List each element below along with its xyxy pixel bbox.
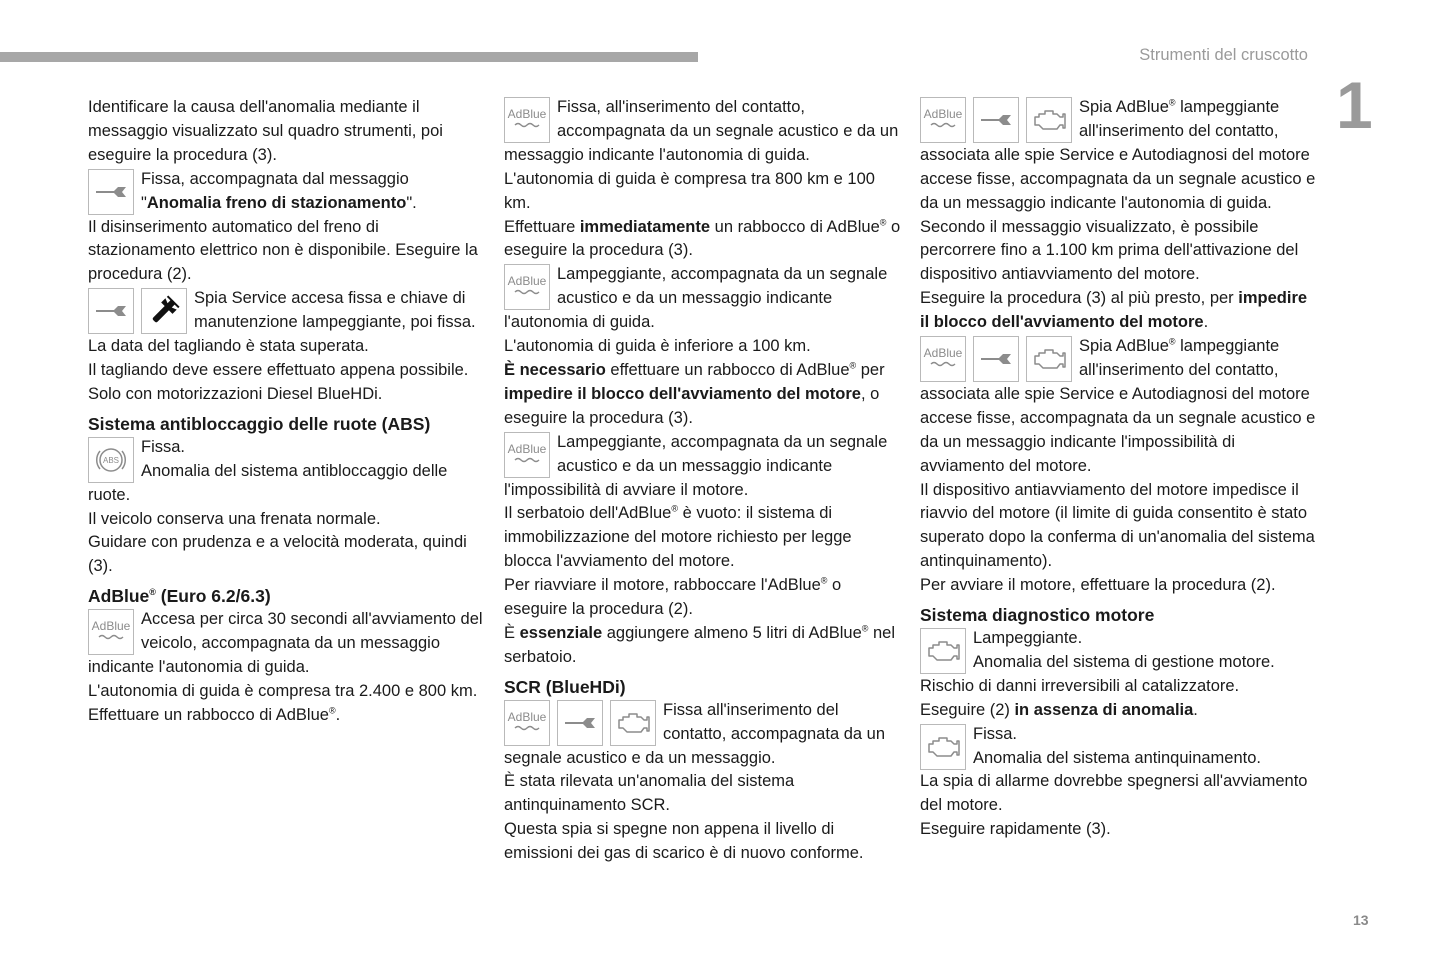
adblue-empty-block xyxy=(504,431,902,503)
column-3 xyxy=(920,96,1318,842)
parking-brake-details: Il disinserimento automatico del freno di stazionamento elettrico non è disponibile. Eseguire la procedura (2). xyxy=(88,217,478,284)
column-2 xyxy=(504,96,902,866)
adblue-service-action-2: Per avviare il motore, effettuare la procedura (2). xyxy=(920,576,1276,595)
adblue-service-block-2 xyxy=(920,335,1318,478)
wrench-icon xyxy=(973,336,1019,382)
diagnostic-heading: Sistema diagnostico motore xyxy=(920,605,1155,626)
abs-line-2: Anomalia del sistema antibloccaggio delle ruote. xyxy=(88,461,448,504)
adblue-line-2: L'autonomia di guida è compresa tra 2.400 e 800 km. xyxy=(88,681,478,700)
scr-line-3: Questa spia si spegne non appena il livello di emissioni dei gas di scarico è di nuovo conforme. xyxy=(504,820,864,863)
adblue-line-1: Accesa per circa 30 secondi all'avviamento del veicolo, accompagnata da un messaggio indicante l'autonomia di guida. xyxy=(88,610,483,677)
diagnostic-fixed-2: Anomalia del sistema antinquinamento. xyxy=(973,748,1262,767)
service-detail-2: Il tagliando deve essere effettuato appena possibile. xyxy=(88,360,469,379)
header-bar xyxy=(0,52,698,62)
parking-brake-message: Anomalia freno di stazionamento xyxy=(146,193,407,212)
adblue-service-action-1: Eseguire la procedura (3) al più presto, per impedire il blocco dell'avviamento del motore. xyxy=(920,289,1308,332)
diagnostic-fixed-3: La spia di allarme dovrebbe spegnersi all'avviamento del motore. xyxy=(920,772,1308,815)
engine-icon xyxy=(920,628,966,674)
adblue-flashing-block xyxy=(504,263,902,335)
wrench-icon xyxy=(88,169,134,215)
abs-icon xyxy=(88,437,134,483)
adblue-service-text-1: Spia AdBlue® lampeggiante all'inserimento del contatto, associata alle spie Service e Autodiagnosi del motore accese fisse, accompagnata da un segnale acustico e da un messaggio indicante l'autonomia di guida. xyxy=(920,97,1316,212)
parking-brake-block: Fissa, accompagnata dal messaggio "Anomalia freno di stazionamento". xyxy=(88,168,486,216)
svg-text:AdBlue: AdBlue xyxy=(91,619,131,634)
engine-icon xyxy=(1026,97,1072,143)
adblue-icon xyxy=(504,264,550,310)
diagnostic-flashing-block xyxy=(920,627,1318,675)
diagnostic-flashing-1: Lampeggiante. xyxy=(973,629,1083,648)
abs-line-1: Fissa. xyxy=(141,437,186,456)
svg-text:ABS: ABS xyxy=(102,455,120,465)
adblue-block xyxy=(88,608,486,680)
adblue-fixed-action: Effettuare immediatamente un rabbocco di AdBlue® o eseguire la procedura (3). xyxy=(504,217,901,260)
adblue-empty-detail-2: Per riavviare il motore, rabboccare l'AdBlue® o eseguire la procedura (2). xyxy=(504,575,842,619)
svg-text:AdBlue: AdBlue xyxy=(507,107,547,121)
diagnostic-fixed-1: Fissa. xyxy=(973,724,1018,743)
diagnostic-flashing-3: Rischio di danni irreversibili al catalizzatore. xyxy=(920,676,1240,695)
wrench-icon xyxy=(973,97,1019,143)
diagnostic-fixed-block xyxy=(920,723,1318,771)
service-block xyxy=(88,287,486,335)
diagnostic-flashing-4: Eseguire (2) in assenza di anomalia. xyxy=(920,700,1198,719)
adblue-empty-detail-3: È essenziale aggiungere almeno 5 litri di AdBlue® nel serbatoio. xyxy=(504,623,895,666)
adblue-icon xyxy=(504,432,550,478)
adblue-flashing-text: Lampeggiante, accompagnata da un segnale acustico e da un messaggio indicante l'autonomia di guida. xyxy=(504,265,888,332)
adblue-flashing-action: È necessario effettuare un rabbocco di AdBlue® per impedire il blocco dell'avviamento del motore, o eseguire la procedura (3). xyxy=(504,360,885,427)
adblue-icon xyxy=(504,700,550,746)
adblue-icon xyxy=(920,97,966,143)
diagnostic-flashing-2: Anomalia del sistema di gestione motore. xyxy=(973,652,1275,671)
chapter-number: 1 xyxy=(1336,68,1373,142)
engine-icon xyxy=(1026,336,1072,382)
diagnostic-fixed-4: Eseguire rapidamente (3). xyxy=(920,820,1111,839)
service-text: Spia Service accesa fissa e chiave di manutenzione lampeggiante, poi fissa. xyxy=(194,289,476,332)
page-number: 13 xyxy=(1353,912,1369,928)
adblue-heading: AdBlue® (Euro 6.2/6.3) xyxy=(88,586,271,607)
abs-line-4: Guidare con prudenza e a velocità moderata, quindi (3). xyxy=(88,533,467,576)
engine-icon xyxy=(920,724,966,770)
scr-heading: SCR (BlueHDi) xyxy=(504,676,626,697)
svg-text:AdBlue: AdBlue xyxy=(923,346,963,361)
svg-text:AdBlue: AdBlue xyxy=(923,107,963,121)
adblue-fixed-range: L'autonomia di guida è compresa tra 800 km e 100 km. xyxy=(504,169,875,212)
column-1 xyxy=(88,96,486,728)
svg-text:AdBlue: AdBlue xyxy=(507,274,547,289)
wrench-icon xyxy=(557,700,603,746)
adblue-flashing-range: L'autonomia di guida è inferiore a 100 km. xyxy=(504,337,811,356)
adblue-service-block-1 xyxy=(920,96,1318,216)
parking-brake-text: Fissa, accompagnata dal messaggio " xyxy=(141,169,409,212)
adblue-icon xyxy=(920,336,966,382)
scr-line-2: È stata rilevata un'anomalia del sistema antinquinamento SCR. xyxy=(504,772,795,815)
adblue-fixed-text: Fissa, all'inserimento del contatto, accompagnata da un segnale acustico e da un messaggio indicante l'autonomia di guida. xyxy=(504,98,899,164)
scr-line-1: Fissa all'inserimento del contatto, accompagnata da un segnale acustico e da un messaggio. xyxy=(504,700,885,767)
abs-block xyxy=(88,436,486,508)
wrench-solid-icon xyxy=(141,288,187,334)
section-title: Strumenti del cruscotto xyxy=(1139,46,1308,64)
service-detail-3: Solo con motorizzazioni Diesel BlueHDi. xyxy=(88,384,383,403)
abs-heading: Sistema antibloccaggio delle ruote (ABS) xyxy=(88,413,431,434)
adblue-service-text-2: Spia AdBlue® lampeggiante all'inserimento del contatto, associata alle spie Service e Autodiagnosi del motore accese fisse, accompagnata da un segnale acustico e da un messaggio indicante l'impossibilità di avviamento del motore. xyxy=(920,336,1316,475)
adblue-icon xyxy=(88,609,134,655)
adblue-empty-text: Lampeggiante, accompagnata da un segnale acustico e da un messaggio indicante l'impossibilità di avviare il motore. xyxy=(504,432,888,499)
adblue-service-detail-1: Secondo il messaggio visualizzato, è possibile percorrere fino a 1.100 km prima dell'attivazione del dispositivo antiavviamento del motore. xyxy=(920,217,1299,284)
engine-icon xyxy=(610,700,656,746)
service-detail-1: La data del tagliando è stata superata. xyxy=(88,337,369,356)
adblue-service-detail-2: Il dispositivo antiavviamento del motore impedisce il riavvio del motore (il limite di guida consentito è stato superato dopo la conferma di un'anomalia del sistema antinquinamento). xyxy=(920,480,1315,571)
adblue-fixed-block xyxy=(504,96,902,168)
adblue-empty-detail-1: Il serbatoio dell'AdBlue® è vuoto: il sistema di immobilizzazione del motore richiesto per legge blocca l'avviamento del motore. xyxy=(504,503,852,571)
scr-block xyxy=(504,699,902,771)
svg-text:AdBlue: AdBlue xyxy=(507,441,547,456)
svg-text:AdBlue: AdBlue xyxy=(507,709,547,724)
intro-text: Identificare la causa dell'anomalia mediante il messaggio visualizzato sul quadro strumenti, poi eseguire la procedura (3). xyxy=(88,98,443,164)
wrench-icon xyxy=(88,288,134,334)
abs-line-3: Il veicolo conserva una frenata normale. xyxy=(88,509,381,528)
adblue-icon xyxy=(504,97,550,143)
adblue-line-3: Effettuare un rabbocco di AdBlue®. xyxy=(88,705,341,724)
